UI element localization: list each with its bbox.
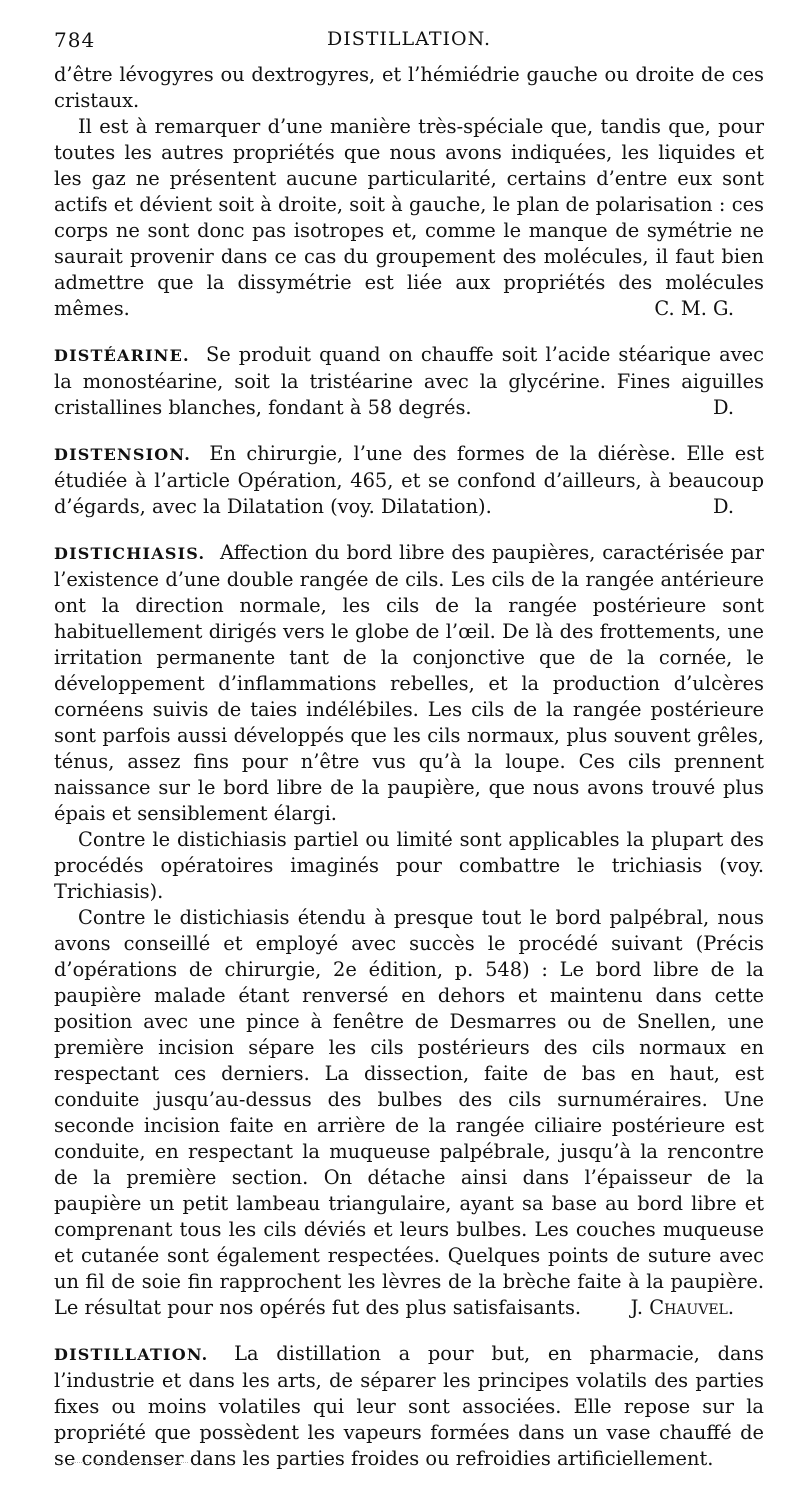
headword: DISTENSION. xyxy=(54,445,191,464)
paragraph xyxy=(54,905,764,1321)
signature: D. xyxy=(712,495,734,518)
page-number: 784 xyxy=(54,28,96,52)
entry-text: Se produit quand on chauffe soit l’acide stéarique avec la monostéarine, soit la tristéarine avec la glycérine. Fines aiguilles cristallines blanches, fondant à 58 degrés. xyxy=(54,343,764,419)
entry-distichiasis xyxy=(54,540,764,1321)
entry-text: La distillation a pour but, en pharmacie, dans l’industrie et dans les arts, de séparer les principes volatils des parties fixes ou moins volatiles qui leur sont associées. Elle repose sur la propriété que possèdent les vapeurs formées dans un vase chauffé de se condenser dans les parties froides ou refroidies artificiellement. xyxy=(54,1342,765,1470)
headword: DISTÉARINE. xyxy=(54,346,190,365)
entry-text: Affection du bord libre des paupières, caractérisée par l’existence d’une double rangée de cils. Les cils de la rangée antérieure ont la direction normale, les cils de la rangée postérieure sont habituellement dirigés vers le globe de l’œil. De là des frottements, une irritation permanente tant de la conjonctive que de la cornée, le développement d’inflammations rebelles, et la production d’ulcères cornéens suivis de taies indélébiles. Les cils de la rangée postérieure sont parfois aussi développés que les cils normaux, plus souvent grêles, ténus, assez fins pour n’être vus qu’à la loupe. Ces cils prennent naissance sur le bord libre de la paupière, que nous avons trouvé plus épais et sensiblement élargi. xyxy=(54,541,764,825)
paragraph-text: Il est à remarquer d’une manière très-spéciale que, tandis que, pour toutes les autres propriétés que nous avons indiquées, les liquides et les gaz ne présentent aucune particularité, certains d’entre eux sont actifs et dévient soit à droite, soit à gauche, le plan de polarisation : ces corps ne sont donc pas isotropes et, comme le manque de symétrie ne saurait provenir dans ce cas du groupement des molécules, il faut bien admettre que la dissymétrie est liée aux propriétés des molécules mêmes. xyxy=(54,115,764,320)
paragraph xyxy=(54,540,764,827)
entry-continuation xyxy=(54,62,764,322)
signature: J. Chauvel. xyxy=(630,1296,734,1319)
paragraph xyxy=(54,114,764,322)
entry-distearine xyxy=(54,342,764,421)
paragraph: d’être lévogyres ou dextrogyres, et l’hémiédrie gauche ou droite de ces cristaux. xyxy=(54,63,764,112)
running-title: DISTILLATION. xyxy=(326,28,492,50)
headword: DISTILLATION. xyxy=(54,1345,209,1364)
page-header xyxy=(54,28,764,62)
entry-distension xyxy=(54,441,764,520)
paragraph-text: Contre le distichiasis étendu à presque tout le bord palpébral, nous avons conseillé et employé avec succès le procédé suivant (Précis d’opérations de chirurgie, 2e édition, p. 548) : Le bord libre de la paupière malade étant renversé en dehors et maintenu dans cette position avec une pince à fenêtre de Desmarres ou de Snellen, une première incision sépare les cils postérieurs des cils normaux en respectant ces derniers. La dissection, faite de bas en haut, est conduite jusqu’au-dessus des bulbes des cils surnuméraires. Une seconde incision faite en arrière de la rangée ciliaire postérieure est conduite, en respectant la muqueuse palpébrale, jusqu’à la rencontre de la première section. On détache ainsi dans l’épaisseur de la paupière un petit lambeau triangulaire, ayant sa base au bord libre et comprenant tous les cils déviés et leurs bulbes. Les couches muqueuse et cutanée sont également respectées. Quelques points de suture avec un fil de soie fin rapprochent les lèvres de la brèche faite à la paupière. Le résultat pour nos opérés fut des plus satisfaisants. xyxy=(54,906,764,1319)
headword: DISTICHIASIS. xyxy=(54,544,206,563)
paragraph xyxy=(54,342,764,421)
paragraph xyxy=(54,1341,764,1472)
footer-smudge xyxy=(62,1462,188,1463)
signature: C. M. G. xyxy=(654,297,734,320)
entry-distillation xyxy=(54,1341,764,1472)
paragraph: Contre le distichiasis partiel ou limité sont applicables la plupart des procédés opératoires imaginés pour combattre le trichiasis (voy. Trichiasis). xyxy=(54,828,764,903)
entry-text: En chirurgie, l’une des formes de la diérèse. Elle est étudiée à l’article Opération, 465, et se confond d’ailleurs, à beaucoup d’égards, avec la Dilatation (voy. Dilatation). xyxy=(54,442,764,518)
paragraph xyxy=(54,441,764,520)
signature: D. xyxy=(712,396,734,419)
